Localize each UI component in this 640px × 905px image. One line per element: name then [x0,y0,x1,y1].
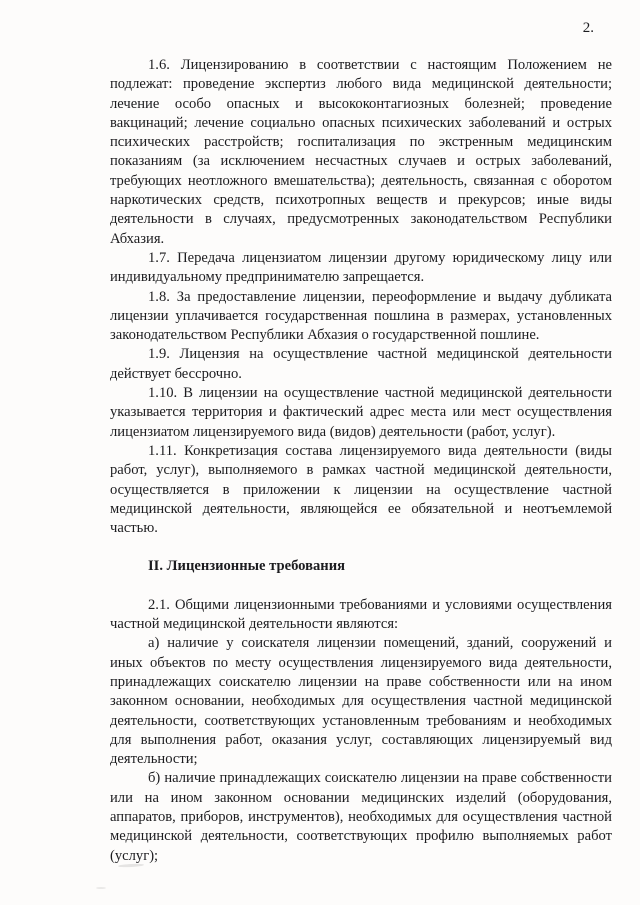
paragraph-1-10: 1.10. В лицензии на осуществление частной медицинской деятельности указывается территория и фактический адрес места или мест осуществления лицензиатом лицензируемого вида (видов) деятельности (работ, услуг). [110,385,612,440]
paragraph-2-1-b: б) наличие принадлежащих соискателю лицензии на праве собственности или на ином законном основании медицинских изделий (оборудования, аппаратов, приборов, инструментов), необходимых для осуществления частной медицинской деятельности, соответствующих профилю выполняемых работ (услуг); [110,770,612,864]
section-heading-licensing-requirements: II. Лицензионные требования [148,558,346,575]
paragraph-1-11: 1.11. Конкретизация состава лицензируемого вида деятельности (виды работ, услуг), выполняемого в рамках частной медицинской деятельности, осуществляется в приложении к лицензии на осуществление частной медицинской деятельности, являющейся ее обязательной и неотъемлемой частью. [110,442,612,537]
scan-artifact [96,887,106,889]
paragraph-1-8: 1.8. За предоставление лицензии, переоформление и выдачу дубликата лицензии уплачивается государственная пошлина в размерах, установленных законодательством Республики Абхазия о государственной пошлине. [110,288,612,344]
paragraph-2-1-a: а) наличие у соискателя лицензии помещений, зданий, сооружений и иных объектов по месту осуществления лицензируемого вида деятельности, принадлежащих соискателю лицензии на праве собственности или на ином законном основании, необходимых для осуществления частной медицинской деятельности, соответствующих установленным требованиям и необходимых для выполнения работ, оказания услуг, составляющих лицензируемый вид деятельности; [110,635,612,768]
paragraph-1-7: 1.7. Передача лицензиатом лицензии другому юридическому лицу или индивидуальному предпринимателю запрещается. [110,249,612,286]
page-number: 2. [582,20,594,36]
document-body [110,56,612,866]
scan-artifact [118,863,144,867]
paragraph-1-6: 1.6. Лицензированию в соответствии с настоящим Положением не подлежат: проведение экспертиз любого вида медицинской деятельности; лечение особо опасных и высококонтагиозных болезней; проведение вакцинаций; лечение социально опасных психических заболеваний и острых психических расстройств; госпитализация по экстренным медицинским показаниям (за исключением несчастных случаев и острых заболеваний, требующих неотложного вмешательства); деятельность, связанная с оборотом наркотических средств, психотропных веществ и прекурсов; иные виды деятельности в случаях, предусмотренных законодательством Республики Абхазия. [110,57,612,247]
paragraph-1-9: 1.9. Лицензия на осуществление частной медицинской деятельности действует бессрочно. [110,346,612,382]
paragraph-2-1: 2.1. Общими лицензионными требованиями и условиями осуществления частной медицинской деятельности являются: [110,596,612,633]
